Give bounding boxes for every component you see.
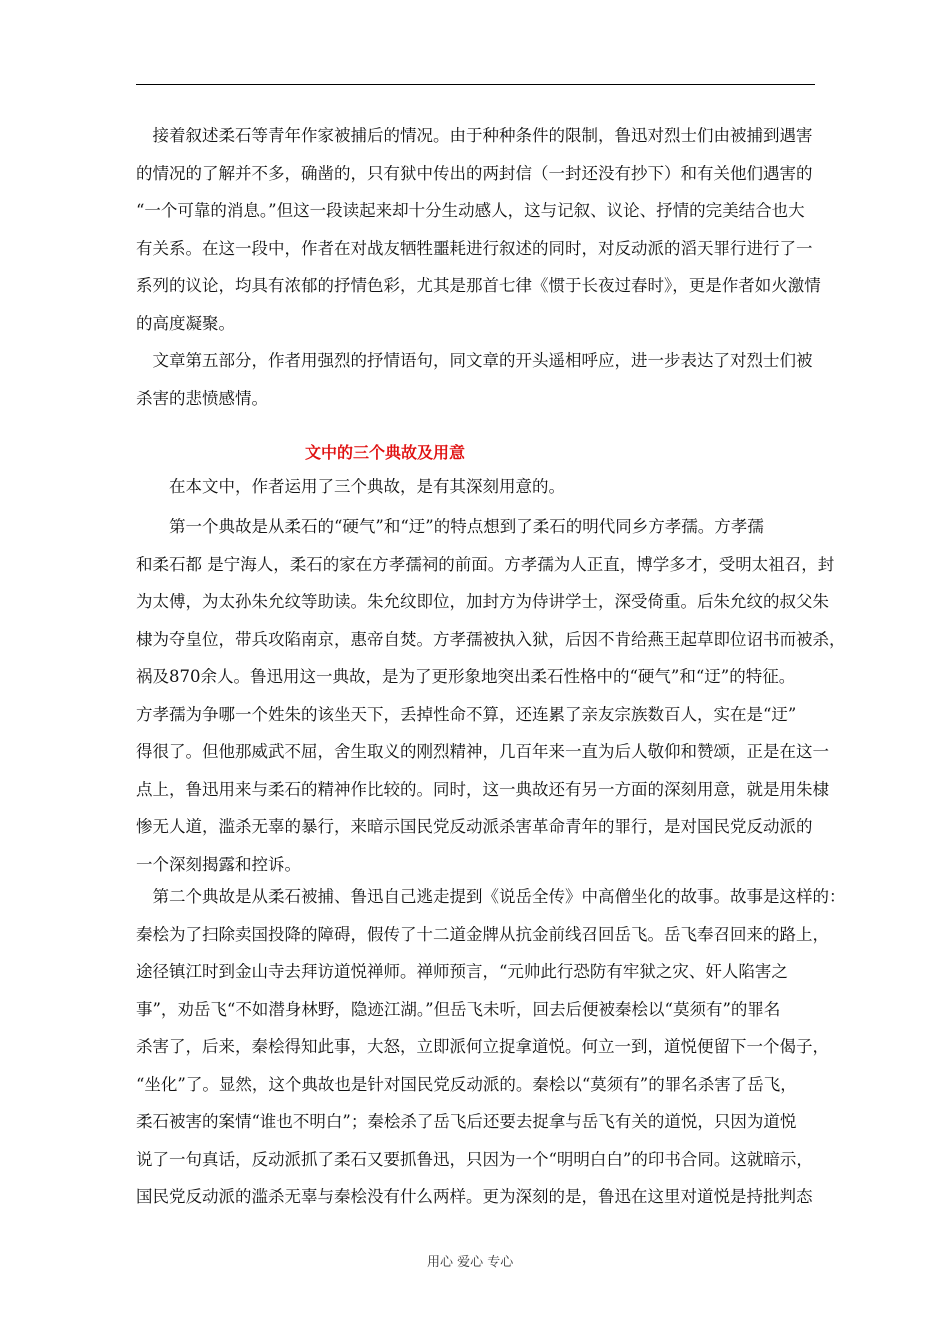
text-line: 的情况的了解并不多，确凿的，只有狱中传出的两封信（一封还没有抄下）和有关他们遇害的 bbox=[136, 163, 813, 183]
paragraph-2 bbox=[136, 342, 813, 417]
text-line: 惨无人道，滥杀无辜的暴行，来暗示国民党反动派杀害革命青年的罪行，是对国民党反动派的 bbox=[136, 817, 813, 836]
text-line: 方孝孺为争哪一个姓朱的该坐天下，丢掉性命不算，还连累了亲友宗族数百人，实在是“迂” bbox=[136, 704, 797, 724]
text-line: “一个可靠的消息。”但这一段读起来却十分生动感人，这与记叙、议论、抒情的完美结合也大 bbox=[136, 201, 805, 220]
text-line: 第一个典故是从柔石的“硬气”和“迂”的特点想到了柔石的明代同乡方孝孺。方孝孺 bbox=[136, 517, 764, 536]
paragraph-4 bbox=[136, 508, 846, 883]
text-line: 杀害了，后来，秦桧得知此事，大怒，立即派何立捉拿道悦。何立一到，道悦便留下一个偈子， bbox=[136, 1037, 829, 1056]
paragraph-3 bbox=[136, 468, 565, 506]
text-line: 点上，鲁迅用来与柔石的精神作比较的。同时，这一典故还有另一方面的深刻用意，就是用朱棣 bbox=[136, 779, 829, 799]
paragraph-5 bbox=[136, 878, 846, 1216]
header-rule bbox=[136, 84, 815, 85]
text-line: 在本文中，作者运用了三个典故，是有其深刻用意的。 bbox=[136, 477, 565, 496]
text-line: 国民党反动派的滥杀无辜与秦桧没有什么两样。更为深刻的是，鲁迅在这里对道悦是持批判态 bbox=[136, 1187, 813, 1206]
text-line: 第二个典故是从柔石被捕、鲁迅自己逃走提到《说岳全传》中高僧坐化的故事。故事是这样的： bbox=[136, 887, 846, 906]
paragraph-1 bbox=[136, 117, 821, 342]
text-line: 得很了。但他那威武不屈，舍生取义的刚烈精神，几百年来一直为后人敬仰和赞颂，正是在这一 bbox=[136, 742, 829, 761]
text-line: 柔石被害的案情“谁也不明白”；秦桧杀了岳飞后还要去捉拿与岳飞有关的道悦，只因为道悦 bbox=[136, 1112, 797, 1131]
text-line: 祸及870余人。鲁迅用这一典故，是为了更形象地突出柔石性格中的“硬气”和“迂”的特征。 bbox=[136, 667, 796, 686]
text-line: 和柔石都 是宁海人，柔石的家在方孝孺祠的前面。方孝孺为人正直，博学多才，受明太祖召，封 bbox=[136, 554, 835, 574]
text-line: 接着叙述柔石等青年作家被捕后的情况。由于种种条件的限制，鲁迅对烈士们由被捕到遇害 bbox=[136, 126, 813, 145]
text-line: 为太傅，为太孙朱允纹等助读。朱允纹即位，加封方为侍讲学士，深受倚重。后朱允纹的叔父朱 bbox=[136, 592, 829, 611]
text-line: 事”，劝岳飞“不如潜身林野，隐迹江湖。”但岳飞未听，回去后便被秦桧以“莫须有”的罪名 bbox=[136, 999, 781, 1019]
text-line: 一个深刻揭露和控诉。 bbox=[136, 854, 301, 874]
text-line: 有关系。在这一段中，作者在对战友牺牲噩耗进行叙述的同时，对反动派的滔天罪行进行了一 bbox=[136, 238, 813, 258]
text-line: 秦桧为了扫除卖国投降的障碍，假传了十二道金牌从抗金前线召回岳飞。岳飞奉召回来的路上， bbox=[136, 924, 829, 944]
text-line: 途径镇江时到金山寺去拜访道悦禅师。禅师预言，“元帅此行恐防有牢狱之灾、奸人陷害之 bbox=[136, 962, 788, 981]
section-title: 文中的三个典故及用意 bbox=[305, 443, 466, 462]
text-line: 棣为夺皇位，带兵攻陷南京，惠帝自焚。方孝孺被执入狱，后因不肯给燕王起草即位诏书而被杀， bbox=[136, 629, 846, 649]
text-line: 系列的议论，均具有浓郁的抒情色彩，尤其是那首七律《惯于长夜过春时》，更是作者如火激情 bbox=[136, 276, 821, 295]
text-line: 的高度凝聚。 bbox=[136, 313, 235, 333]
text-line: 说了一句真话，反动派抓了柔石又要抓鲁迅，只因为一个“明明白白”的印书合同。这就暗示， bbox=[136, 1149, 813, 1169]
text-line: “坐化”了。显然，这个典故也是针对国民党反动派的。秦桧以“莫须有”的罪名杀害了岳飞， bbox=[136, 1074, 797, 1094]
page-footer: 用心 爱心 专心 bbox=[427, 1255, 514, 1270]
text-line: 文章第五部分，作者用强烈的抒情语句，同文章的开头遥相呼应，进一步表达了对烈士们被 bbox=[136, 351, 813, 370]
text-line: 杀害的悲愤感情。 bbox=[136, 388, 268, 408]
